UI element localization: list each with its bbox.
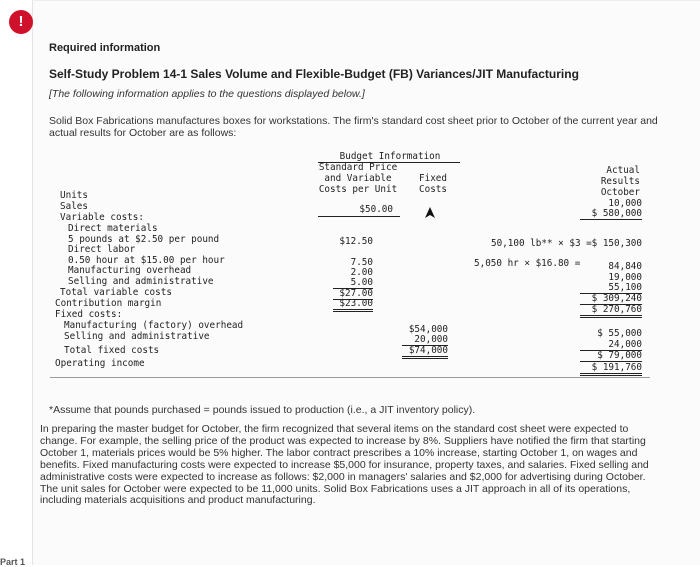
row-fixed-mfg-actual: $ 55,000 [597,328,642,339]
row-fixed-mfg-fixed: $54,000 [408,324,448,335]
row-sales-actual: $ 580,000 [580,208,642,220]
row-sales-label: Sales [60,201,88,212]
row-total-variable-actual: $ 309,240 [580,293,642,305]
footnote: *Assume that pounds purchased = pounds issued to production (i.e., a JIT inventory policy). [49,404,476,416]
row-fixed-costs-label: Fixed costs: [55,309,123,320]
row-operating-income-label: Operating income [55,358,145,369]
header-std-1: Standard Price [318,162,398,173]
row-variable-costs-label: Variable costs: [60,212,144,223]
row-contribution-std: $23.00 [333,298,373,312]
row-mfg-overhead-std: 2.00 [350,267,373,278]
row-dm-calc: 50,100 lb** × $3 = [491,238,592,249]
header-budget-info: Budget Information [339,151,441,162]
row-direct-materials-label: Direct materials [68,223,158,234]
row-units-actual: 10,000 [608,198,642,209]
row-contribution-label: Contribution margin [55,298,162,309]
row-total-fixed-fixed: $74,000 [402,345,448,359]
part-label: Part 1 [0,557,26,567]
row-fixed-sa-actual: 24,000 [580,339,642,351]
row-operating-income-actual: $ 191,760 [580,362,642,376]
row-selling-admin-actual: 55,100 [580,282,642,294]
intro-text: Solid Box Fabrications manufactures boxes for workstations. The firm's standard cost sheet prior to October of the current year and actual results for October are as follows: [49,115,658,139]
row-dl-std: 7.50 [350,257,373,268]
row-dl-calc: 5,050 hr × $16.80 = [474,258,581,269]
header-fixed-2: Costs [419,184,447,195]
row-fixed-sa-label: Selling and administrative [64,331,210,342]
row-selling-admin-std: 5.00 [333,277,373,289]
row-fixed-sa-fixed: 20,000 [402,334,448,346]
row-sales-std: $50.00 [359,204,393,215]
row-total-fixed-actual: $ 79,000 [580,350,642,362]
header-actual-3: October [600,187,640,198]
row-mfg-overhead-label: Manufacturing overhead [68,265,192,276]
row-mfg-overhead-actual: 19,000 [608,272,642,283]
row-dm-std: $12.50 [339,236,373,247]
row-dm-detail-label: 5 pounds at $2.50 per pound [68,234,220,245]
row-dl-detail-label: 0.50 hour at $15.00 per hour [68,255,225,266]
problem-paragraph: In preparing the master budget for October, the firm recognized that several items on the standard cost sheet were expected to change. For example, the selling price of the product was expected to increase by 8%. Suppliers have notified the firm that starting October 1, materials prices would be 5% higher. The labor contract prescribes a 10% increase, starting October 1, on wages and benefits. Fixed manufacturing costs were expected to increase $5,000 for insurance, property taxes, and salaries. Fixed selling and administrative costs were expected to increase as follows: $2,000 in managers' salaries and $2,000 for advertising during October. The unit sales for October were expected to be 11,000 units. Solid Box Fabrications uses a JIT approach in all of its operations, including materials acquisitions and product manufacturing. [40,423,649,507]
table-bottom-rule [50,377,650,378]
header-actual-2: Results [600,176,640,187]
header-std-3: Costs per Unit [318,184,398,195]
sales-std-rule [318,216,400,217]
row-dl-actual: 84,840 [608,261,642,272]
row-total-fixed-label: Total fixed costs [64,345,160,356]
row-contribution-actual: $ 270,760 [580,304,642,318]
alert-icon: ! [9,10,33,34]
row-units-label: Units [60,190,88,201]
problem-title: Self-Study Problem 14-1 Sales Volume and Flexible-Budget (FB) Variances/JIT Manufacturing [49,67,579,81]
required-info-heading: Required information [49,42,161,54]
row-selling-admin-label: Selling and administrative [68,276,214,287]
info-note: [The following information applies to the questions displayed below.] [49,88,365,100]
row-fixed-mfg-label: Manufacturing (factory) overhead [64,320,244,331]
row-total-variable-label: Total variable costs [60,287,172,298]
row-total-variable-std: $27.00 [333,288,373,300]
row-direct-labor-label: Direct labor [68,244,136,255]
header-fixed-1: Fixed [419,173,447,184]
row-dm-actual: $ 150,300 [591,238,642,249]
header-std-2: and Variable [324,173,392,184]
header-actual-1: Actual [606,165,640,176]
pointer-cursor-icon [424,206,436,220]
